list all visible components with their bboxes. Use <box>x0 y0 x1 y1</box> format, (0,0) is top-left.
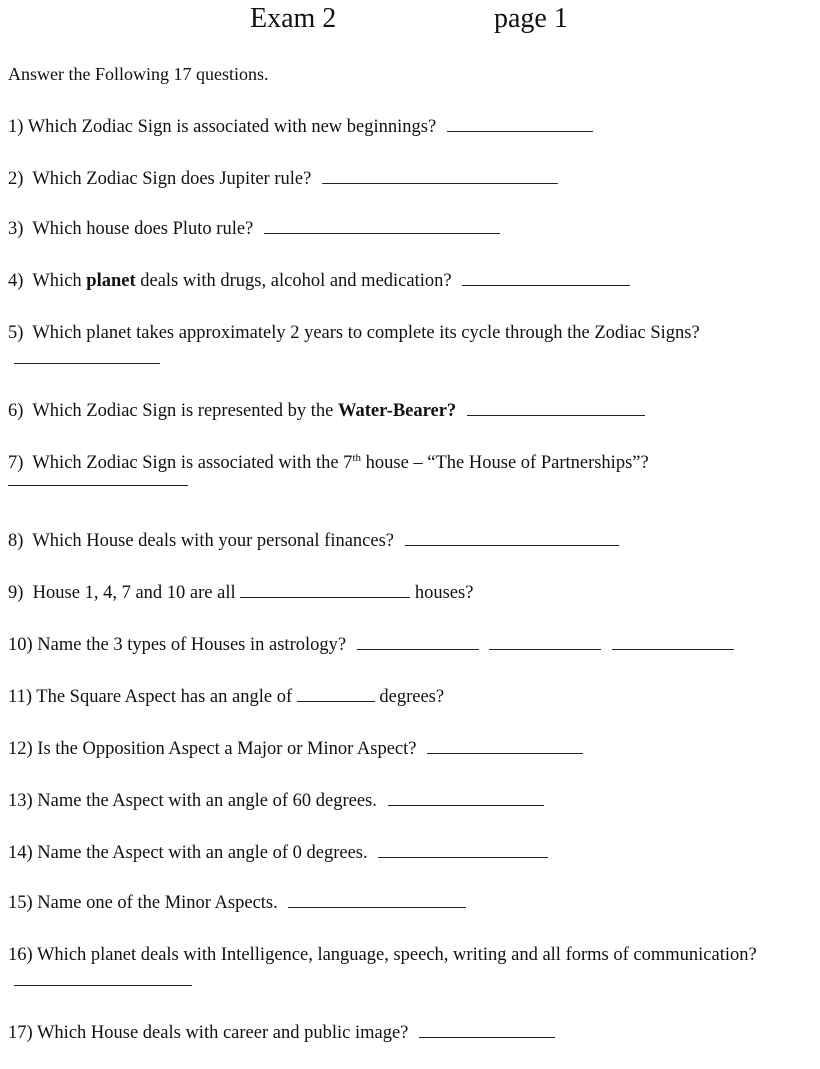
question-9 <box>8 580 812 606</box>
question-14 <box>8 840 812 866</box>
question-1 <box>8 114 812 140</box>
answer-blank[interactable] <box>288 906 466 908</box>
answer-blank[interactable] <box>427 752 583 754</box>
question-text-start: Which Zodiac Sign is represented by the <box>32 401 339 421</box>
question-17 <box>8 1020 812 1046</box>
question-text: Name the Aspect with an angle of 60 degrees. <box>37 791 377 811</box>
question-number: 3) <box>8 219 24 239</box>
question-6 <box>8 398 812 424</box>
question-2 <box>8 166 812 192</box>
question-11 <box>8 684 812 710</box>
question-text-start: Which <box>32 271 87 291</box>
question-16 <box>8 942 778 994</box>
question-12 <box>8 736 812 762</box>
question-text: Is the Opposition Aspect a Major or Minor Aspect? <box>37 739 417 759</box>
answer-blank[interactable] <box>447 130 593 132</box>
answer-blank[interactable] <box>467 414 645 416</box>
question-text-start: The Square Aspect has an angle of <box>36 687 293 707</box>
question-10 <box>8 632 812 658</box>
question-8 <box>8 528 812 554</box>
question-number: 2) <box>8 169 24 189</box>
question-bold-word: planet <box>86 271 136 291</box>
question-13 <box>8 788 812 814</box>
question-number: 15) <box>8 893 33 913</box>
answer-blank[interactable] <box>388 804 544 806</box>
question-number: 5) <box>8 323 24 343</box>
answer-blank[interactable] <box>8 484 188 486</box>
question-bold-word: Water-Bearer? <box>338 401 457 421</box>
answer-blank[interactable] <box>462 284 630 286</box>
question-number: 8) <box>8 531 24 551</box>
question-text-end: deals with drugs, alcohol and medication? <box>135 271 452 291</box>
answer-blank-2[interactable] <box>489 648 601 650</box>
ordinal-suffix: th <box>352 451 361 464</box>
question-text: Which planet deals with Intelligence, language, speech, writing and all forms of communication? <box>36 945 757 965</box>
question-number: 16) <box>8 945 33 965</box>
question-15 <box>8 890 812 916</box>
question-number: 14) <box>8 843 33 863</box>
question-text-start: House 1, 4, 7 and 10 are all <box>32 583 236 603</box>
question-text: Which house does Pluto rule? <box>32 219 254 239</box>
question-number: 17) <box>8 1023 33 1043</box>
question-number: 7) <box>8 453 24 473</box>
question-number: 1) <box>8 117 24 137</box>
answer-blank[interactable] <box>378 856 548 858</box>
question-number: 10) <box>8 635 33 655</box>
answer-blank[interactable] <box>297 700 375 702</box>
answer-blank[interactable] <box>264 232 500 234</box>
question-4 <box>8 268 812 294</box>
question-text: Name the 3 types of Houses in astrology? <box>37 635 347 655</box>
question-text-end: degrees? <box>379 687 445 707</box>
question-text: Name one of the Minor Aspects. <box>37 893 278 913</box>
question-text-end: houses? <box>414 583 474 603</box>
question-text: Name the Aspect with an angle of 0 degrees. <box>37 843 368 863</box>
page-number: page 1 <box>494 3 568 34</box>
question-number: 13) <box>8 791 33 811</box>
question-text-end: house – “The House of Partnerships”? <box>361 453 649 473</box>
question-number: 4) <box>8 271 24 291</box>
answer-blank[interactable] <box>419 1036 555 1038</box>
answer-blank[interactable] <box>405 544 619 546</box>
question-number: 12) <box>8 739 33 759</box>
question-text: Which planet takes approximately 2 years to complete its cycle through the Zodiac Signs? <box>32 323 700 343</box>
question-number: 11) <box>8 687 32 707</box>
answer-blank[interactable] <box>240 596 410 598</box>
answer-blank[interactable] <box>322 182 558 184</box>
answer-blank[interactable] <box>14 362 160 364</box>
question-3 <box>8 216 812 242</box>
question-7 <box>8 450 812 486</box>
instructions: Answer the Following 17 questions. <box>8 64 269 84</box>
question-text: Which House deals with career and public image? <box>36 1023 409 1043</box>
question-number: 9) <box>8 583 24 603</box>
answer-blank[interactable] <box>14 984 192 986</box>
question-5 <box>8 320 798 372</box>
question-number: 6) <box>8 401 24 421</box>
question-text: Which Zodiac Sign does Jupiter rule? <box>32 169 312 189</box>
question-text: Which Zodiac Sign is associated with new beginnings? <box>27 117 437 137</box>
question-text-start: Which Zodiac Sign is associated with the 7 <box>32 453 353 473</box>
question-text: Which House deals with your personal finances? <box>32 531 395 551</box>
answer-blank-3[interactable] <box>612 648 734 650</box>
exam-title: Exam 2 <box>250 3 337 34</box>
answer-blank-1[interactable] <box>357 648 479 650</box>
